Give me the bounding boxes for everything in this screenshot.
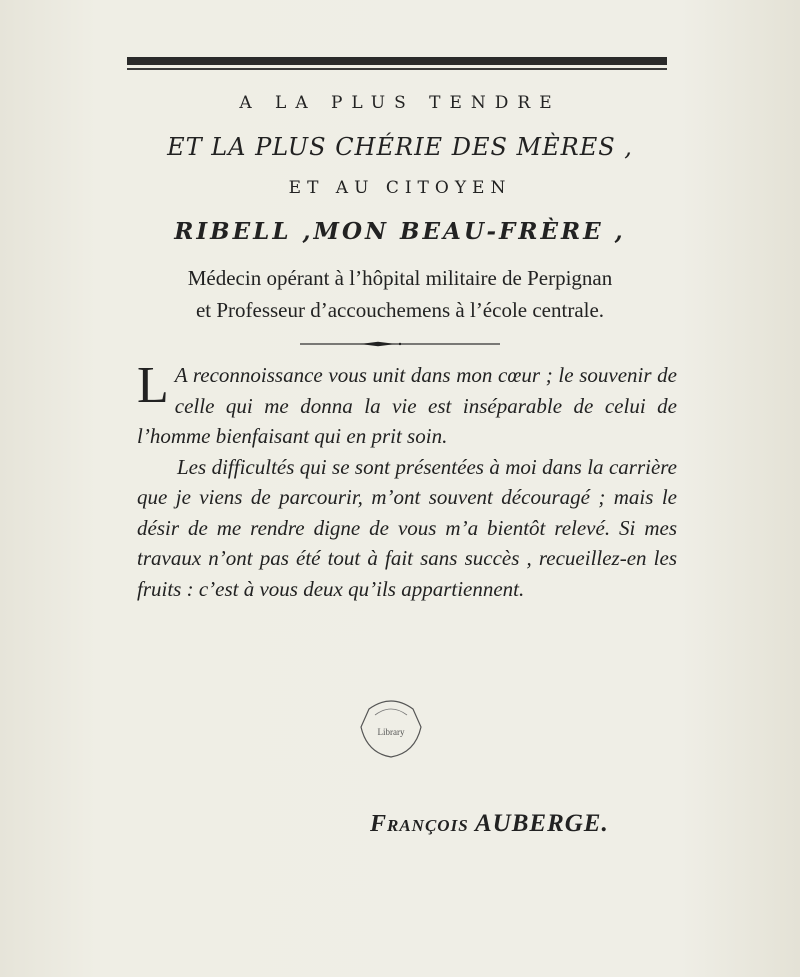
stamp-text: Library	[377, 727, 405, 737]
signature	[370, 810, 609, 838]
signature-first-name: François	[370, 811, 469, 837]
library-stamp	[355, 697, 427, 759]
paragraph-2: Les difficultés qui se sont présentées à moi dans la carrière que je viens de parcourir, m’ont souvent découragé ; mais le désir de me rendre digne de vous m’a bientôt relevé. Si mes travaux n’ont pas été tout à fait sans succès , recueillez-en les fruits : c’est à vous deux qu’ils appartiennent.	[137, 454, 677, 601]
dedication-body	[137, 357, 677, 604]
dedication-line-1: A LA PLUS TENDRE	[239, 93, 561, 113]
dedication-line-6: et Professeur d’accouchemens à l’école centrale.	[195, 298, 605, 322]
drop-cap: L	[137, 357, 169, 414]
top-rule-thin	[127, 68, 667, 70]
dedication-line-2: ET LA PLUS CHÉRIE DES MÈRES ,	[167, 133, 633, 161]
dedication-line-4: RIBELL ,MON BEAU-FRÈRE ,	[174, 218, 626, 245]
signature-last-name: AUBERGE.	[474, 810, 609, 837]
dedication-line-3: ET AU CITOYEN	[288, 178, 512, 198]
top-rule	[127, 57, 667, 65]
ornament-divider	[300, 341, 500, 347]
paragraph-1: A reconnoissance vous unit dans mon cœur ; le souvenir de celle qui me donna la vie est inséparable de celui de l’homme bienfaisant qui en prit soin.	[137, 363, 677, 448]
dedication-line-5: Médecin opérant à l’hôpital militaire de Perpignan	[187, 266, 613, 290]
